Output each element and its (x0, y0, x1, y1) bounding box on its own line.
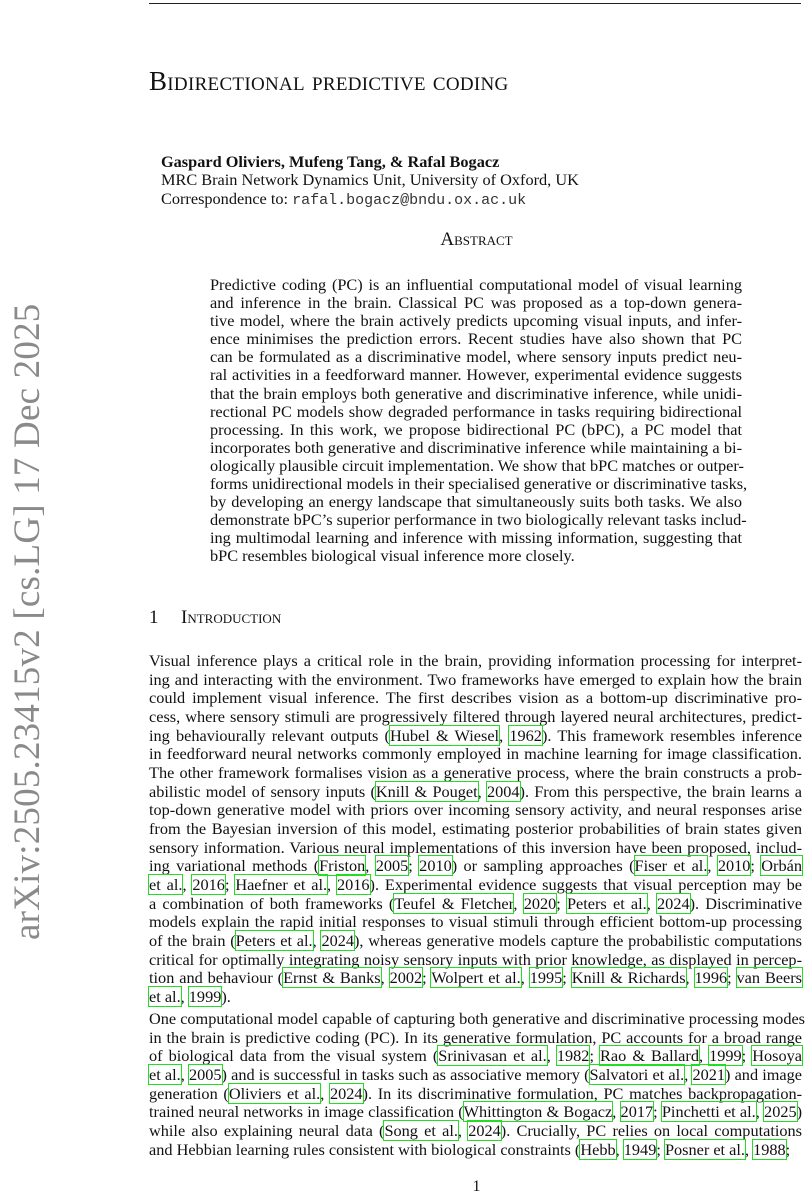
text-line (149, 951, 802, 970)
text-run: , (457, 1120, 469, 1140)
text-run: , (180, 1064, 189, 1084)
text-run: ). In its discriminative formulation, PC matches backpropagation- (362, 1083, 803, 1103)
text-run: Predictive coding (PC) is an influential computational model of visual learning (210, 275, 742, 294)
text-line (149, 839, 802, 858)
citation-link[interactable]: 2025 (764, 1102, 797, 1122)
citation-link[interactable]: Knill & Pouget (375, 781, 478, 801)
text-run: , (707, 856, 718, 876)
text-run: ; (562, 968, 572, 988)
text-run: , (546, 1046, 557, 1066)
text-line (149, 988, 802, 1007)
citation-link[interactable]: Ernst & Banks (283, 968, 381, 988)
citation-link[interactable]: Hubel & Wiesel (389, 725, 500, 745)
text-line (149, 1085, 802, 1104)
citation-link[interactable]: 2024 (468, 1120, 501, 1140)
text-line (149, 671, 802, 690)
text-run: ). This framework resembles inference (541, 725, 802, 745)
citation-link[interactable]: Rao & Ballard (600, 1046, 699, 1066)
text-run: , (380, 968, 390, 988)
text-run: bPC resembles biological visual inference more closely. (210, 546, 575, 566)
text-run: , (684, 1064, 693, 1084)
text-run: , (685, 968, 695, 988)
text-run: ; (422, 968, 432, 988)
text-run: , (646, 893, 658, 913)
text-run: incorporates both generative and discriminative inference while maintaining a bi- (210, 437, 742, 457)
text-run: a combination of both frameworks ( (149, 893, 395, 913)
citation-link[interactable]: Srinivasan et al. (438, 1046, 547, 1066)
citation-link[interactable]: Pinchetti et al. (661, 1102, 756, 1122)
text-run: ) and image (725, 1064, 803, 1084)
citation-link[interactable]: Peters et al. (566, 893, 647, 913)
citation-link[interactable]: 2020 (523, 893, 557, 913)
text-line (149, 1009, 806, 1029)
text-run: of the brain ( (149, 930, 236, 950)
text-line (149, 1066, 802, 1085)
text-line (149, 857, 802, 876)
text-line (149, 820, 802, 839)
text-run: in the brain is predictive coding (PC). In its generative formulation, PC accounts for a broad range (149, 1027, 802, 1047)
section-heading (149, 607, 281, 629)
text-line (210, 529, 742, 547)
text-run: ; (224, 874, 236, 894)
text-line (210, 330, 742, 348)
text-run: , (755, 1102, 765, 1122)
text-line (149, 727, 802, 746)
section-number: 1 (149, 607, 159, 628)
text-run: ence minimises the prediction errors. Recent studies have also shown that PC (210, 329, 742, 349)
citation-link[interactable]: Salvatori et al. (589, 1064, 685, 1084)
citation-link[interactable]: 2016 (336, 874, 370, 894)
text-line (210, 366, 742, 384)
text-run: ; (656, 1139, 665, 1159)
text-run: , (365, 856, 376, 876)
text-run: rectional PC models show degraded performance in tasks requiring bidirectional (210, 401, 742, 421)
citation-link[interactable]: Oliviers et al. (228, 1083, 321, 1103)
text-run: sensory information. Various neural implementations of this inversion have been proposed, includ- (149, 837, 802, 857)
text-run: , (520, 968, 530, 988)
text-run: ing and interacting with the environment. Two frameworks have emerged to explain how the brain (149, 669, 802, 689)
text-line (210, 403, 742, 421)
text-run: and inference in the brain. Classical PC was proposed as a top-down genera- (210, 293, 742, 313)
text-line (210, 439, 742, 457)
correspondence-label: Correspondence to: (161, 188, 293, 208)
intro-paragraph-1 (149, 652, 802, 1006)
text-run: tive model, where the brain actively predicts upcoming visual inputs, and infer- (210, 311, 742, 331)
text-run: , (477, 781, 487, 801)
citation-link[interactable]: 2021 (692, 1064, 725, 1084)
text-run: Visual inference plays a critical role in the brain, providing information processing for interpret- (149, 651, 802, 670)
citation-link[interactable]: 1962 (509, 725, 542, 745)
citation-link[interactable]: 1999 (709, 1046, 742, 1066)
text-run: ; (785, 1139, 791, 1159)
citation-link[interactable]: 1949 (623, 1139, 657, 1159)
citation-link[interactable]: Friston (319, 856, 366, 876)
text-line (149, 876, 802, 895)
text-run: tion and behaviour ( (149, 968, 284, 988)
text-run: ; (750, 856, 762, 876)
text-run: ; (727, 968, 737, 988)
text-run: demonstrate bPC’s superior performance in two biologically relevant tasks includ- (210, 510, 747, 530)
text-line (149, 913, 802, 932)
text-run: ). Discriminative (689, 893, 803, 913)
text-run: while also explaining neural data ( (149, 1120, 385, 1140)
text-line (149, 1122, 802, 1141)
citation-link[interactable]: van Beers (736, 968, 803, 988)
text-run: , (513, 893, 524, 913)
citation-link[interactable]: Orbán (761, 856, 802, 876)
text-line (149, 1103, 802, 1122)
citation-link[interactable]: 2024 (329, 1083, 363, 1103)
text-line (210, 474, 748, 494)
citation-link[interactable]: 1999 (188, 986, 222, 1006)
text-run: , (615, 1139, 624, 1159)
text-run: ; (589, 1046, 601, 1066)
text-run: by developing an energy landscape that simultaneously suits both tasks. We also (210, 492, 742, 512)
citation-link[interactable]: 2005 (188, 1064, 222, 1084)
citation-link[interactable]: 2017 (620, 1102, 654, 1122)
text-run: ) (796, 1102, 803, 1122)
email-link[interactable]: rafal.bogacz@bndu.ox.ac.uk (292, 191, 527, 209)
text-run: ; (556, 893, 567, 913)
paper-title: Bidirectional predictive coding (149, 66, 509, 96)
text-run: abilistic model of sensory inputs ( (149, 781, 376, 801)
section-title: Introduction (181, 607, 282, 628)
text-line (149, 689, 802, 708)
citation-link[interactable]: 1996 (694, 968, 728, 988)
citation-link[interactable]: 2016 (192, 874, 225, 894)
text-line (210, 312, 742, 330)
page-number: 1 (472, 1178, 481, 1195)
text-run: ) or sampling approaches ( (451, 856, 635, 876)
text-run: , (327, 874, 337, 894)
text-run: forms unidirectional models in their specialised generative or discriminative tasks, (210, 474, 748, 494)
abstract-body (210, 275, 748, 566)
citation-link[interactable]: et al. (149, 986, 181, 1006)
text-run: ing variational methods ( (149, 856, 320, 876)
text-run: , (312, 930, 322, 950)
citation-link[interactable]: Fiser et al. (634, 856, 708, 876)
text-line (149, 1047, 802, 1066)
text-run: ), whereas generative models capture the probabilistic computations (354, 930, 803, 950)
text-line (210, 457, 742, 475)
text-run: critical for optimally integrating noisy sensory inputs with prior knowledge, as displayed in percep- (149, 949, 802, 969)
citation-link[interactable]: 2024 (657, 893, 690, 913)
text-run: ral activities in a feedforward manner. However, experimental evidence suggests (210, 365, 742, 385)
abstract-heading: Abstract (440, 229, 513, 250)
citation-link[interactable]: Posner et al. (664, 1139, 745, 1159)
text-line (149, 745, 802, 764)
text-run: in feedforward neural networks commonly employed in machine learning for image classification. (149, 744, 802, 764)
text-run: trained neural networks in image classification ( (149, 1102, 464, 1122)
citation-link[interactable]: Peters et al. (235, 930, 313, 950)
text-run: of biological data from the visual system ( (149, 1046, 439, 1066)
text-line (149, 969, 802, 988)
citation-link[interactable]: Haefner et al. (235, 874, 328, 894)
author-names: Gaspard Oliviers, Mufeng Tang, & Rafal Bogacz (161, 152, 500, 171)
text-run: ; (741, 1046, 753, 1066)
text-run: One computational model capable of capturing both generative and discriminative processing modes (149, 1009, 806, 1028)
citation-link[interactable]: 1995 (529, 968, 563, 988)
citation-link[interactable]: Hosoya (752, 1046, 803, 1066)
citation-link[interactable]: Whittington & Bogacz (463, 1102, 613, 1122)
citation-link[interactable]: et al. (149, 1064, 181, 1084)
text-run: ; (653, 1102, 662, 1122)
text-line (210, 547, 742, 565)
text-line (149, 708, 802, 727)
header-rule (149, 3, 801, 4)
text-line (149, 652, 802, 671)
text-run: , (612, 1102, 621, 1122)
text-run: , (320, 1083, 330, 1103)
citation-link[interactable]: 2010 (717, 856, 751, 876)
citation-link[interactable]: et al. (149, 874, 183, 894)
text-run: , (182, 874, 193, 894)
citation-link[interactable]: 2024 (321, 930, 355, 950)
text-run: from the Bayesian inversion of this model, estimating posterior probabilities of brain states given (149, 818, 802, 838)
text-line (149, 932, 802, 951)
citation-link[interactable]: 2005 (375, 856, 409, 876)
text-line (149, 801, 802, 820)
text-run: ing multimodal learning and inference with missing information, suggesting that (210, 528, 742, 548)
text-line (149, 764, 802, 783)
citation-link[interactable]: 2002 (389, 968, 423, 988)
text-run: processing. In this work, we propose bidirectional PC (bPC), a PC model that (210, 419, 742, 439)
text-run: that the brain employs both generative and discriminative inference, while unidi- (210, 383, 742, 403)
text-run: top-down generative model with priors over incoming sensory activity, and neural responses arise (149, 800, 802, 820)
citation-link[interactable]: 2004 (486, 781, 520, 801)
citation-link[interactable]: 1988 (753, 1139, 786, 1159)
text-run: could implement visual inference. The first describes vision as a bottom-up discriminative pro- (149, 688, 802, 708)
text-line (210, 421, 742, 439)
text-run: generation ( (149, 1083, 229, 1103)
text-line (210, 294, 742, 312)
text-run: , (698, 1046, 710, 1066)
text-run: ing behaviourally relevant outputs ( (149, 725, 390, 745)
text-run: , (180, 986, 189, 1006)
text-run: ; (408, 856, 420, 876)
text-run: The other framework formalises vision as a generative process, where the brain constructs a prob- (149, 762, 802, 782)
citation-link[interactable]: Song et al. (384, 1120, 458, 1140)
text-run: ologically plausible circuit implementation. We show that bPC matches or outper- (210, 455, 744, 475)
text-run: ) and is successful in tasks such as associative memory ( (221, 1064, 590, 1084)
text-line (149, 1029, 802, 1048)
text-run: ). Crucially, PC relies on local computations (500, 1120, 802, 1140)
text-run: , (744, 1139, 754, 1159)
citation-link[interactable]: 1982 (556, 1046, 590, 1066)
affiliation: MRC Brain Network Dynamics Unit, University of Oxford, UK (161, 170, 579, 190)
text-line (149, 1141, 802, 1160)
text-run: ). Experimental evidence suggests that visual perception may be (369, 874, 803, 894)
text-run: ). (221, 986, 231, 1006)
text-line (210, 348, 742, 366)
text-line (210, 276, 742, 294)
text-run: can be formulated as a discriminative model, where sensory inputs predict neu- (210, 347, 742, 367)
text-run: , (499, 725, 510, 745)
text-line (210, 385, 742, 403)
arxiv-stamp: arXiv:2505.23415v2 [cs.LG] 17 Dec 2025 (7, 303, 48, 940)
text-line (149, 895, 802, 914)
text-run: ). From this perspective, the brain learns a (519, 781, 803, 801)
text-run: cess, where sensory stimuli are progressively filtered through layered neural architectures, predict- (149, 706, 802, 726)
citation-link[interactable]: Wolpert et al. (431, 968, 521, 988)
intro-paragraph-2 (149, 1009, 806, 1159)
text-run: and Hebbian learning rules consistent with biological constraints ( (149, 1139, 581, 1159)
citation-link[interactable]: Hebb (580, 1139, 616, 1159)
correspondence (161, 190, 579, 210)
text-run: models explain the rapid initial responses to visual stimuli through efficient bottom-up processing (149, 912, 802, 932)
citation-link[interactable]: Knill & Richards (571, 968, 686, 988)
text-line (210, 493, 742, 511)
citation-link[interactable]: 2010 (419, 856, 452, 876)
text-line (149, 783, 802, 802)
citation-link[interactable]: Teufel & Fletcher (394, 893, 514, 913)
text-line (210, 510, 747, 530)
author-block (161, 153, 579, 210)
